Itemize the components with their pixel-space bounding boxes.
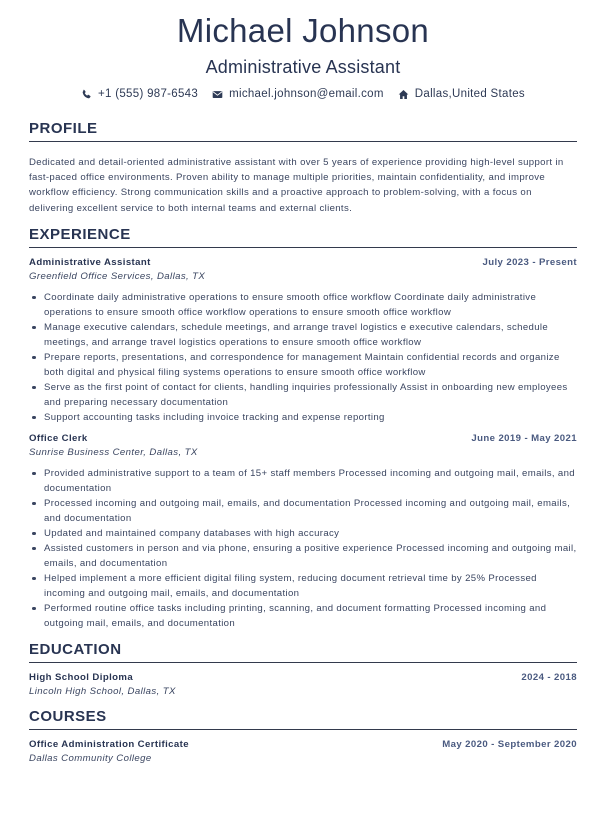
course-school: Dallas Community College (29, 752, 152, 764)
list-item: Processed incoming and outgoing mail, emails, and documentation Processed incoming and outgoing mail, emails, and documentation (29, 496, 577, 526)
contact-location (398, 87, 525, 101)
education-heading: EDUCATION (29, 641, 577, 663)
list-item: Manage executive calendars, schedule meetings, and arrange travel logistics e executive calendars, schedule meetings, and arrange travel logistics operations to ensure smooth office workflow (29, 320, 577, 350)
education-section (29, 641, 577, 698)
list-item: Performed routine office tasks including printing, scanning, and document formatting Processed incoming and outgoing mail, emails, and documentation (29, 601, 577, 631)
experience-section (29, 226, 577, 631)
job-company: Sunrise Business Center, Dallas, TX (29, 446, 198, 458)
list-item: Provided administrative support to a team of 15+ staff members Processed incoming and outgoing mail, emails, and documentation (29, 466, 577, 496)
job-title: Administrative Assistant (205, 57, 401, 77)
education-school: Lincoln High School, Dallas, TX (29, 685, 176, 697)
job-bullets (29, 466, 577, 631)
courses-heading: COURSES (29, 708, 577, 730)
education-header (29, 672, 577, 683)
contact-phone (81, 87, 198, 101)
profile-section (29, 120, 577, 216)
location-text: Dallas,United States (414, 88, 525, 100)
contact-email (212, 87, 384, 101)
job-dates: June 2019 - May 2021 (471, 432, 577, 444)
phone-icon (81, 89, 92, 100)
list-item: Updated and maintained company databases with high accuracy (29, 526, 577, 541)
email-text: michael.johnson@email.com (229, 88, 384, 100)
job-entry (29, 257, 577, 425)
list-item: Helped implement a more efficient digital filing system, reducing document retrieval time by 25% Processed incoming and outgoing mail, emails, and documentation (29, 571, 577, 601)
course-entry (29, 739, 577, 765)
courses-section (29, 708, 577, 765)
home-icon (398, 89, 409, 100)
job-header (29, 433, 577, 444)
profile-text: Dedicated and detail-oriented administrative assistant with over 5 years of experience providing high-level support in fast-paced office environments. Proven ability to manage multiple priorities, maintain confidentiality, and improve workflow efficiency. Strong communication skills and a proactive approach to problem-solving, with a focus on delivering excellent service to both internal teams and external clients. (29, 157, 564, 214)
job-bullets (29, 290, 577, 425)
job-company: Greenfield Office Services, Dallas, TX (29, 270, 206, 282)
list-item: Serve as the first point of contact for clients, handling inquiries professionally Assist in onboarding new employees and preparing necessary documentation (29, 380, 577, 410)
contact-info (29, 87, 577, 101)
job-entry (29, 433, 577, 631)
list-item: Assisted customers in person and via phone, ensuring a positive experience Processed incoming and outgoing mail, emails, and documentation (29, 541, 577, 571)
job-position: Administrative Assistant (29, 256, 151, 268)
profile-heading: PROFILE (29, 120, 577, 142)
job-position: Office Clerk (29, 432, 88, 444)
list-item: Support accounting tasks including invoice tracking and expense reporting (29, 410, 577, 425)
list-item: Prepare reports, presentations, and correspondence for management Maintain confidential records and organize both digital and physical filing systems operations to ensure smooth office workflow (29, 350, 577, 380)
candidate-name: Michael Johnson (176, 12, 430, 49)
course-header (29, 739, 577, 750)
experience-heading: EXPERIENCE (29, 226, 577, 248)
phone-text: +1 (555) 987-6543 (98, 88, 199, 100)
envelope-icon (212, 89, 223, 100)
job-dates: July 2023 - Present (482, 256, 577, 268)
education-entry (29, 672, 577, 698)
education-dates: 2024 - 2018 (521, 671, 577, 683)
education-degree: High School Diploma (29, 671, 134, 683)
course-dates: May 2020 - September 2020 (442, 738, 577, 750)
course-title: Office Administration Certificate (29, 738, 189, 750)
list-item: Coordinate daily administrative operations to ensure smooth office workflow Coordinate daily administrative operations to ensure smooth office workflow operations to ensure smooth office workflow (29, 290, 577, 320)
job-header (29, 257, 577, 268)
